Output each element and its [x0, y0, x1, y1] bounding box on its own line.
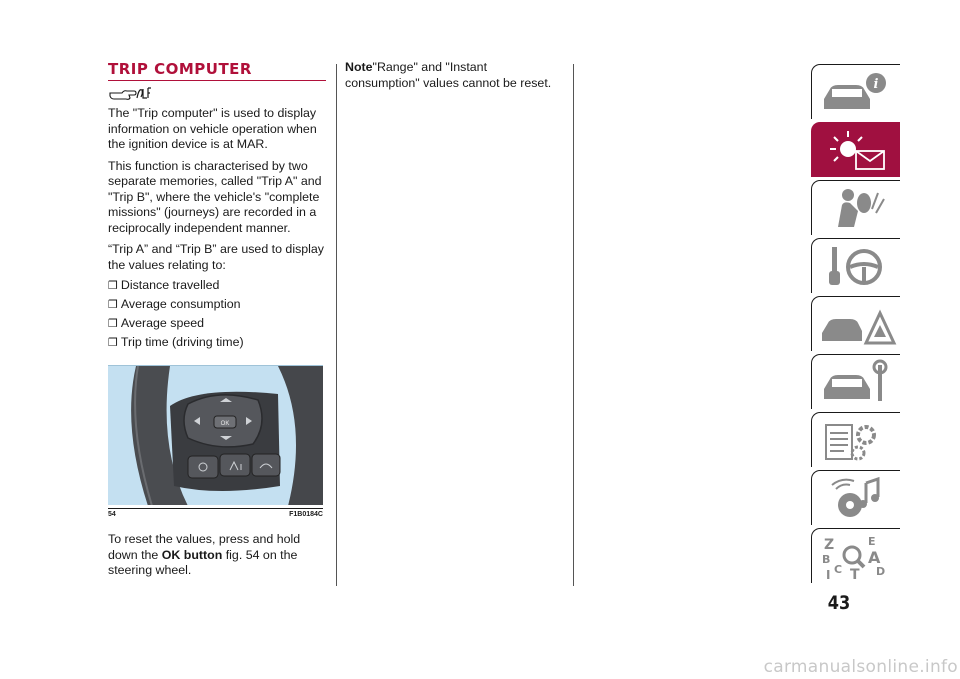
tab-technical-data[interactable] — [811, 412, 900, 467]
values-list — [108, 276, 326, 352]
list-item: ❒ Average consumption — [108, 297, 241, 311]
tab-index[interactable] — [811, 528, 900, 583]
svg-text:T: T — [850, 567, 860, 581]
checkbox-bullet-icon: ❒ — [108, 336, 118, 349]
svg-text:D: D — [876, 565, 886, 578]
tab-safety[interactable] — [811, 180, 900, 235]
car-info-icon — [818, 69, 898, 117]
tab-starting-driving[interactable] — [811, 238, 900, 293]
multimedia-icon — [818, 475, 898, 523]
tab-car-info[interactable] — [811, 64, 900, 119]
svg-text:C: C — [834, 563, 843, 576]
checkbox-bullet-icon: ❒ — [108, 298, 118, 311]
tab-multimedia[interactable] — [811, 470, 900, 525]
ok-button-reference: OK button — [161, 547, 223, 562]
airbag-seat-icon — [818, 185, 898, 233]
tab-emergency[interactable] — [811, 296, 900, 351]
svg-text:I: I — [826, 568, 831, 581]
chapter-tabs — [811, 64, 900, 586]
car-warning-triangle-icon — [818, 301, 898, 349]
list-item: ❒ Trip time (driving time) — [108, 335, 244, 349]
checkbox-bullet-icon: ❒ — [108, 317, 118, 330]
steering-wheel-controls-illustration — [108, 366, 323, 505]
tab-warning-lights[interactable] — [811, 122, 900, 177]
svg-text:A: A — [868, 548, 881, 567]
list-item: ❒ Average speed — [108, 316, 205, 330]
hand-pointing-icon — [108, 84, 152, 102]
svg-text:Z: Z — [824, 537, 835, 553]
figure-number: 54 — [108, 511, 116, 518]
intro-paragraph: The "Trip computer" is used to display information on vehicle operation when the ignition device is at MAR. — [108, 106, 317, 151]
figure-caption — [108, 508, 323, 518]
watermark: carmanualsonline.info — [763, 657, 958, 677]
car-wrench-icon — [818, 359, 898, 407]
steering-wheel-figure — [108, 365, 323, 505]
values-paragraph: “Trip A” and “Trip B” are used to display the values relating to: — [108, 242, 325, 272]
svg-text:i: i — [873, 77, 879, 92]
specs-gears-icon — [818, 417, 898, 465]
figure-code: F1B0184C — [289, 511, 323, 518]
section-title: TRIP COMPUTER — [108, 60, 252, 78]
ok-button-label: OK — [220, 421, 230, 427]
note-label: Note — [345, 60, 373, 74]
middle-column — [345, 60, 560, 91]
tab-servicing[interactable] — [811, 354, 900, 409]
note-paragraph: Note"Range" and "Instant consumption" values cannot be reset. — [345, 60, 552, 90]
memories-paragraph: This function is characterised by two separate memories, called "Trip A" and "Trip B", where the vehicle's "complete missions" (journeys) are recorded in a reciprocally independent manner. — [108, 158, 322, 235]
key-steering-wheel-icon — [818, 243, 898, 291]
list-item: ❒ Distance travelled — [108, 278, 220, 292]
alphabetical-index-icon — [818, 533, 898, 581]
warning-light-message-icon — [818, 127, 898, 175]
column-divider — [336, 64, 337, 586]
checkbox-bullet-icon: ❒ — [108, 279, 118, 292]
left-column — [108, 60, 326, 579]
page-number: 43 — [827, 592, 851, 614]
column-divider — [573, 64, 574, 586]
svg-text:E: E — [868, 535, 876, 548]
reset-paragraph: To reset the values, press and hold down the OK button fig. 54 on the steering wheel. — [108, 532, 301, 577]
title-rule — [108, 80, 326, 81]
svg-text:B: B — [822, 553, 831, 566]
